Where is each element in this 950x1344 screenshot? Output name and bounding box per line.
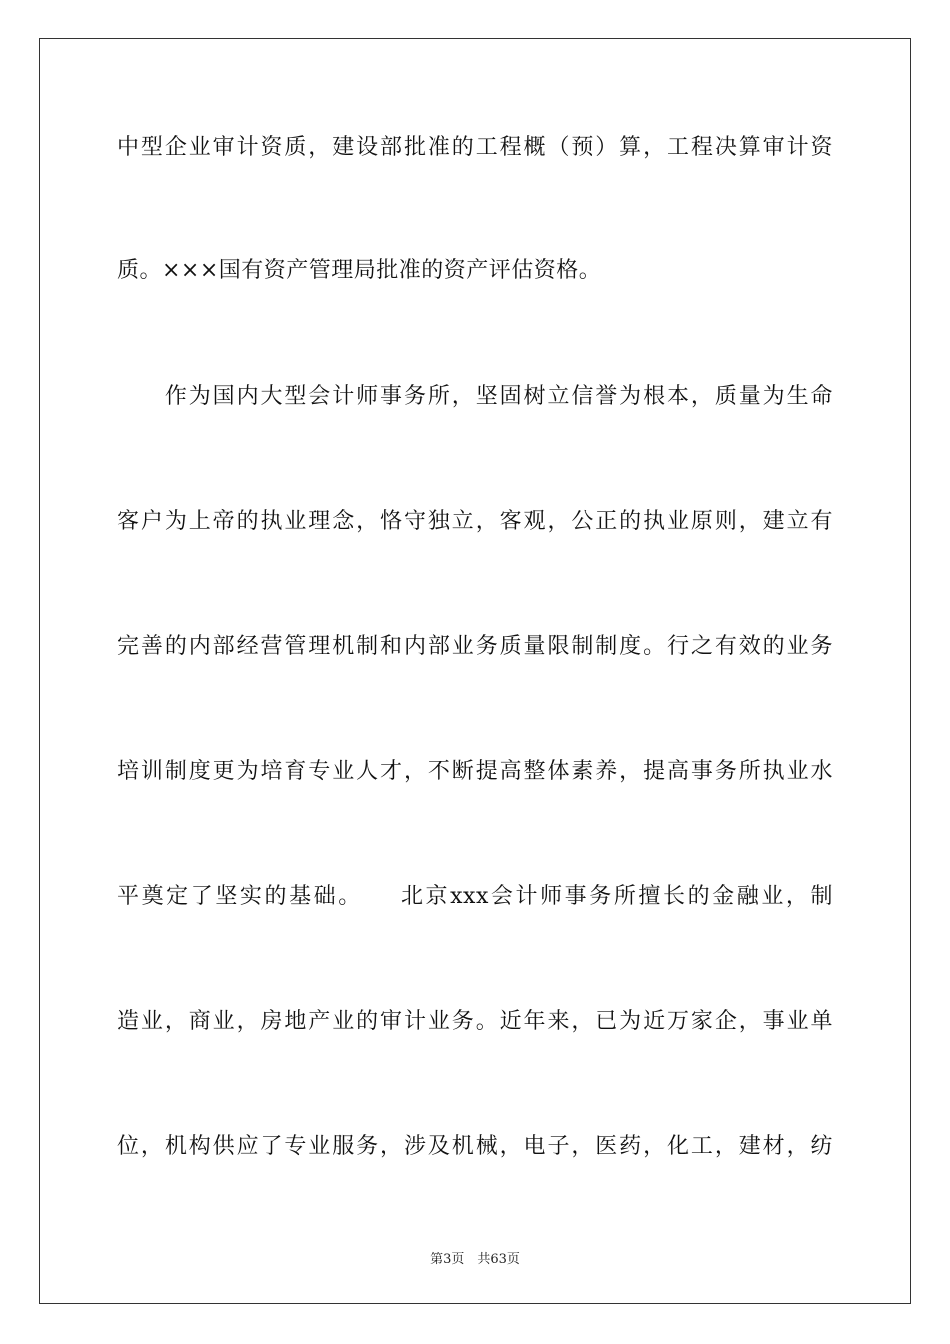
- body-text-line: 位，机构供应了专业服务，涉及机械，电子，医药，化工，建材，纺: [117, 1134, 833, 1159]
- body-text-line: 中型企业审计资质，建设部批准的工程概（预）算，工程决算审计资: [117, 135, 833, 160]
- body-text-line: 客户为上帝的执业理念，恪守独立，客观，公正的执业原则，建立有: [117, 509, 833, 534]
- body-text-line: 培训制度更为培育专业人才，不断提高整体素养，提高事务所执业水: [117, 759, 833, 784]
- page-border: [39, 38, 911, 1304]
- page-number-footer: 第3页 共63页: [430, 1252, 520, 1267]
- body-text-line: 平奠定了坚实的基础。 北京xxx会计师事务所擅长的金融业，制: [117, 884, 833, 909]
- body-text-line: 完善的内部经营管理机制和内部业务质量限制制度。行之有效的业务: [117, 634, 833, 659]
- body-text-line: 造业，商业，房地产业的审计业务。近年来，已为近万家企，事业单: [117, 1009, 833, 1034]
- body-text-line: 质。×××国有资产管理局批准的资产评估资格。: [117, 258, 602, 283]
- body-text-line: 作为国内大型会计师事务所，坚固树立信誉为根本，质量为生命: [117, 384, 833, 409]
